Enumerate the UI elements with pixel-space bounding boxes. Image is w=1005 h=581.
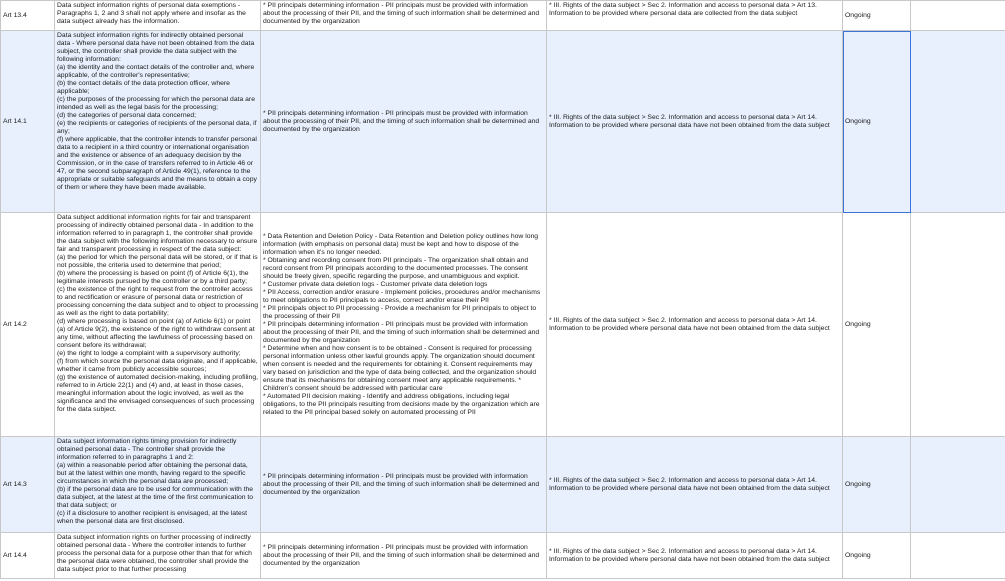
requirement-cell[interactable]: Data subject information rights on further processing of indirectly obtained personal data - Where the controller intends to further process the personal data for a purpose other than that for which the personal data were obtained, the controller shall provide the data subject prior to that further processing xyxy=(55,533,261,579)
status-cell[interactable]: Ongoing xyxy=(843,1,911,31)
empty-cell[interactable] xyxy=(911,533,1005,579)
article-id-cell[interactable]: Art 14.2 xyxy=(1,213,55,437)
status-cell[interactable]: Ongoing xyxy=(843,31,911,213)
mapping-cell[interactable]: * III. Rights of the data subject > Sec 2. Information and access to personal data > Art 13. Information to be provided where personal data are collected from the data subject xyxy=(547,1,843,31)
status-cell[interactable]: Ongoing xyxy=(843,437,911,533)
table-row xyxy=(1,1,1005,31)
article-id-cell[interactable]: Art 14.3 xyxy=(1,437,55,533)
mapping-cell[interactable]: * III. Rights of the data subject > Sec 2. Information and access to personal data > Art 14. Information to be provided where personal data have not been obtained from the data subject xyxy=(547,437,843,533)
requirement-cell[interactable]: Data subject information rights timing provision for indirectly obtained personal data - The controller shall provide the information referred to in paragraphs 1 and 2: (a) within a reasonable period after obtaining the personal data, but at the latest within one month, having regard to the specific circumstances in which the personal data are processed; (b) if the personal data are to be used for communication with the data subject, at the latest at the time of the first communication to that data subject; or (c) if a disclosure to another recipient is envisaged, at the latest when the personal data are first disclosed. xyxy=(55,437,261,533)
requirement-cell[interactable]: Data subject additional information rights for fair and transparent processing of indirectly obtained personal data - In addition to the information referred to in paragraph 1, the controller shall provide the data subject with the following information necessary to ensure fair and transparent processing in respect of the data subject: (a) the period for which the personal data will be stored, or if that is not possible, the criteria used to determine that period; (b) where the processing is based on point (f) of Article 6(1), the legitimate interests pursued by the controller or by a third party; (c) the existence of the right to request from the controller access to and rectification or erasure of personal data or restriction of processing concerning the data subject and to object to processing as well as the right to data portability; (d) where processing is based on point (a) of Article 6(1) or point (a) of Article 9(2), the existence of the right to withdraw consent at any time, without affecting the lawfulness of processing based on consent before its withdrawal; (e) the right to lodge a complaint with a supervisory authority; (f) from which source the personal data originate, and if applicable, whether it came from publicly accessible sources; (g) the existence of automated decision-making, including profiling, referred to in Article 22(1) and (4) and, at least in those cases, meaningful information about the logic involved, as well as the significance and the envisaged consequences of such processing for the data subject. xyxy=(55,213,261,437)
table-row xyxy=(1,437,1005,533)
empty-cell[interactable] xyxy=(911,31,1005,213)
controls-cell[interactable]: * PII principals determining information - PII principals must be provided with information about the processing of their PII, and the timing of such information shall be determined and documented by the organization xyxy=(261,31,547,213)
mapping-cell[interactable]: * III. Rights of the data subject > Sec 2. Information and access to personal data > Art 14. Information to be provided where personal data have not been obtained from the data subject xyxy=(547,533,843,579)
mapping-cell[interactable]: * III. Rights of the data subject > Sec 2. Information and access to personal data > Art 14. Information to be provided where personal data have not been obtained from the data subject xyxy=(547,213,843,437)
empty-cell[interactable] xyxy=(911,213,1005,437)
requirement-cell[interactable]: Data subject information rights for indirectly obtained personal data - Where personal data have not been obtained from the data subject, the controller shall provide the data subject with the following information: (a) the identity and the contact details of the controller and, where applicable, of the controller's representative; (b) the contact details of the data protection officer, where applicable; (c) the purposes of the processing for which the personal data are intended as well as the legal basis for the processing; (d) the categories of personal data concerned; (e) the recipients or categories of recipients of the personal data, if any; (f) where applicable, that the controller intends to transfer personal data to a recipient in a third country or international organisation and the existence or absence of an adequacy decision by the Commission, or in the case of transfers referred to in Article 46 or 47, or the second subparagraph of Article 49(1), reference to the appropriate or suitable safeguards and the means to obtain a copy of them or where they have been made available. xyxy=(55,31,261,213)
status-cell[interactable]: Ongoing xyxy=(843,533,911,579)
table-row xyxy=(1,533,1005,579)
empty-cell[interactable] xyxy=(911,437,1005,533)
controls-cell[interactable]: * Data Retention and Deletion Policy - Data Retention and Deletion policy outlines how long information (with emphasis on personal data) must be kept and how to dispose of the information when it's no longer needed. * Obtaining and recording consent from PII principals - The organization shall obtain and record consent from PII principals according to the documented processes. The consent should be freely given, specific regarding the purpose, and unambiguous and explicit. * Customer private data deletion logs - Customer private data deletion logs * PII Access, correction and/or erasure - Implement policies, procedures and/or mechanisms to meet obligations to PII principals to access, correct and/or erase their PII * PII principals object to PII processing - Provide a mechanism for PII principals to object to the processing of their PII * PII principals determining information - PII principals must be provided with information about the processing of their PII, and the timing of such information shall be determined and documented by the organization * Determine when and how consent is to be obtained - Consent is required for processing personal information unless other lawful grounds apply. The organization should document when consent is needed and the requirements for obtaining it. Consent requirements may vary based on jurisdiction and the type of data being collected, and the organization should ensure that its mechanisms for obtaining consent meet any applicable requirements. * Children's consent should be addressed with particular care * Automated PII decision making - Identify and address obligations, including legal obligations, to the PII principals resulting from decisions made by the organization which are related to the PII principal based solely on automated processing of PII xyxy=(261,213,547,437)
article-id-cell[interactable]: Art 14.1 xyxy=(1,31,55,213)
table-row xyxy=(1,213,1005,437)
controls-cell[interactable]: * PII principals determining information - PII principals must be provided with information about the processing of their PII, and the timing of such information shall be determined and documented by the organization xyxy=(261,1,547,31)
mapping-cell[interactable]: * III. Rights of the data subject > Sec 2. Information and access to personal data > Art 14. Information to be provided where personal data have not been obtained from the data subject xyxy=(547,31,843,213)
status-cell[interactable]: Ongoing xyxy=(843,213,911,437)
article-id-cell[interactable]: Art 14.4 xyxy=(1,533,55,579)
controls-cell[interactable]: * PII principals determining information - PII principals must be provided with information about the processing of their PII, and the timing of such information shall be determined and documented by the organization xyxy=(261,533,547,579)
table-row xyxy=(1,31,1005,213)
requirement-cell[interactable]: Data subject information rights of personal data exemptions - Paragraphs 1, 2 and 3 shall not apply where and insofar as the data subject already has the information. xyxy=(55,1,261,31)
article-id-cell[interactable]: Art 13.4 xyxy=(1,1,55,31)
empty-cell[interactable] xyxy=(911,1,1005,31)
controls-cell[interactable]: * PII principals determining information - PII principals must be provided with information about the processing of their PII, and the timing of such information shall be determined and documented by the organization xyxy=(261,437,547,533)
